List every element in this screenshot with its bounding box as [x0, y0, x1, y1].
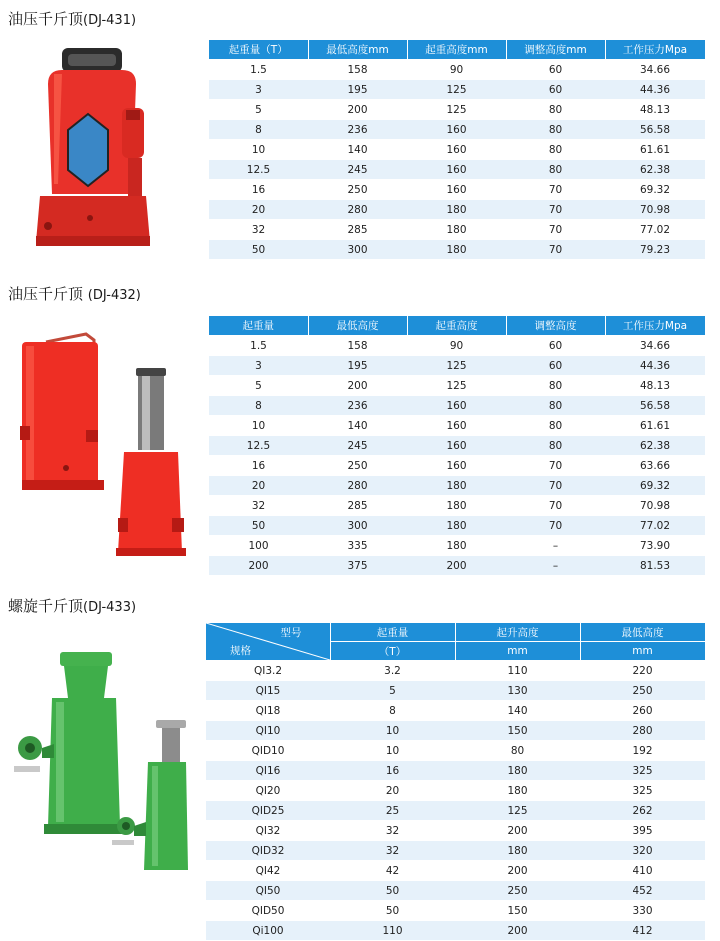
table-cell: 81.53 — [605, 556, 705, 576]
header-cell: 起重高度mm — [407, 40, 506, 60]
table-cell: 220 — [580, 661, 705, 681]
table-cell: 325 — [580, 761, 705, 781]
spec-table-dj433 — [206, 623, 706, 941]
table-cell: 200 — [308, 100, 407, 120]
table-row — [209, 60, 705, 80]
header-cell: 起重高度 — [407, 316, 506, 336]
table-cell-first: 32 — [209, 220, 308, 240]
table-cell: 5 — [330, 681, 455, 701]
table-row — [206, 721, 705, 741]
table-cell: 70.98 — [605, 496, 705, 516]
hydraulic-jack-photo-dj432 — [16, 330, 196, 570]
table-cell: 48.13 — [605, 376, 705, 396]
corner-top-label: 型号 — [280, 627, 302, 639]
table-body — [209, 336, 705, 576]
hydraulic-jack-photo-dj431 — [28, 44, 158, 254]
table-cell: 245 — [308, 436, 407, 456]
table-cell-first: 16 — [209, 180, 308, 200]
table-cell: 60 — [506, 80, 605, 100]
table-row — [206, 801, 705, 821]
table-cell: 160 — [407, 160, 506, 180]
section-title-text: 螺旋千斤顶 — [8, 597, 84, 615]
table-cell: 10 — [330, 741, 455, 761]
table-cell-first: 8 — [209, 120, 308, 140]
table-cell: 70 — [506, 200, 605, 220]
table-row — [209, 536, 705, 556]
table-row — [206, 901, 705, 921]
table-cell: 56.58 — [605, 396, 705, 416]
section-code: (DJ-432) — [87, 288, 141, 303]
table-cell-first: 50 — [209, 240, 308, 260]
section-code: (DJ-431) — [83, 13, 137, 28]
table-row — [209, 336, 705, 356]
table-cell: 260 — [580, 701, 705, 721]
table-cell: 200 — [308, 376, 407, 396]
table-cell: 80 — [506, 160, 605, 180]
table-cell: 160 — [407, 180, 506, 200]
table-cell: 16 — [330, 761, 455, 781]
header-cell: 起重量 — [330, 623, 455, 642]
table-row — [206, 841, 705, 861]
table-cell-first: 32 — [209, 496, 308, 516]
table-cell-first: QI15 — [206, 681, 330, 701]
table-row — [209, 140, 705, 160]
table-cell-first: 8 — [209, 396, 308, 416]
table-cell: 158 — [308, 60, 407, 80]
table-cell-first: 16 — [209, 456, 308, 476]
table-cell: 180 — [407, 240, 506, 260]
table-cell: 3.2 — [330, 661, 455, 681]
header-cell: 调整高度mm — [506, 40, 605, 60]
table-row — [206, 881, 705, 901]
table-cell: 180 — [455, 761, 580, 781]
table-cell: 125 — [455, 801, 580, 821]
table-row — [209, 356, 705, 376]
table-cell: 262 — [580, 801, 705, 821]
table-cell: 34.66 — [605, 60, 705, 80]
table-cell: 44.36 — [605, 80, 705, 100]
table-cell: 195 — [308, 80, 407, 100]
table-cell-first: 50 — [209, 516, 308, 536]
table-cell: 32 — [330, 821, 455, 841]
table-cell: 60 — [506, 60, 605, 80]
table-cell: 160 — [407, 396, 506, 416]
table-cell: 110 — [330, 921, 455, 941]
table-cell: 200 — [455, 921, 580, 941]
table-cell: 160 — [407, 140, 506, 160]
table-header-row — [209, 316, 705, 336]
table-cell: 63.66 — [605, 456, 705, 476]
table-cell: 69.32 — [605, 180, 705, 200]
table-body — [209, 60, 705, 260]
table-cell: – — [506, 536, 605, 556]
table-cell: 280 — [308, 476, 407, 496]
table-cell: 140 — [455, 701, 580, 721]
unit-cell: （T） — [330, 642, 455, 661]
table-cell: 77.02 — [605, 516, 705, 536]
table-cell: 48.13 — [605, 100, 705, 120]
table-cell: 320 — [580, 841, 705, 861]
table-cell: 285 — [308, 496, 407, 516]
table-cell: 236 — [308, 396, 407, 416]
table-cell: 73.90 — [605, 536, 705, 556]
table-cell: 335 — [308, 536, 407, 556]
table-cell: 125 — [407, 356, 506, 376]
table-cell: 375 — [308, 556, 407, 576]
table-cell: 70.98 — [605, 200, 705, 220]
table-cell-first: 100 — [209, 536, 308, 556]
table-cell: 62.38 — [605, 160, 705, 180]
table-cell: 42 — [330, 861, 455, 881]
table-cell: 61.61 — [605, 140, 705, 160]
table-cell-first: QI3.2 — [206, 661, 330, 681]
table-row — [206, 821, 705, 841]
table-cell-first: QI50 — [206, 881, 330, 901]
table-cell: 20 — [330, 781, 455, 801]
table-cell: 250 — [308, 456, 407, 476]
table-cell: 50 — [330, 881, 455, 901]
table-cell-first: QI10 — [206, 721, 330, 741]
table-row — [206, 861, 705, 881]
header-cell: 最低高度 — [308, 316, 407, 336]
table-cell: 70 — [506, 496, 605, 516]
table-cell: 80 — [506, 396, 605, 416]
header-cell: 起重量 — [209, 316, 308, 336]
table-row — [206, 761, 705, 781]
table-cell-first: 12.5 — [209, 436, 308, 456]
table-cell: 160 — [407, 456, 506, 476]
table-cell: 80 — [455, 741, 580, 761]
table-row — [209, 240, 705, 260]
table-cell: 140 — [308, 416, 407, 436]
table-cell: 125 — [407, 376, 506, 396]
table-cell: 285 — [308, 220, 407, 240]
table-cell-first: 12.5 — [209, 160, 308, 180]
section-title-dj432 — [8, 283, 141, 304]
table-row — [209, 200, 705, 220]
table-cell-first: QI42 — [206, 861, 330, 881]
section-title-dj431 — [8, 8, 136, 29]
table-cell: 110 — [455, 661, 580, 681]
table-row — [206, 741, 705, 761]
table-cell: 50 — [330, 901, 455, 921]
header-cell: 起重量（T） — [209, 40, 308, 60]
table-row — [209, 436, 705, 456]
diagonal-line — [206, 623, 330, 660]
table-row — [209, 80, 705, 100]
table-cell: 70 — [506, 240, 605, 260]
table-cell: 236 — [308, 120, 407, 140]
table-cell-first: QID50 — [206, 901, 330, 921]
table-cell: 160 — [407, 416, 506, 436]
table-cell: 250 — [308, 180, 407, 200]
table-cell: 180 — [407, 536, 506, 556]
table-cell: 160 — [407, 120, 506, 140]
header-cell: 最低高度 — [580, 623, 705, 642]
table-cell: 34.66 — [605, 336, 705, 356]
table-cell-first: 3 — [209, 356, 308, 376]
table-header-row — [206, 623, 705, 642]
table-cell-first: 200 — [209, 556, 308, 576]
header-cell: 起升高度 — [455, 623, 580, 642]
table-cell: 150 — [455, 721, 580, 741]
table-cell-first: QID10 — [206, 741, 330, 761]
table-cell: 125 — [407, 100, 506, 120]
table-row — [209, 396, 705, 416]
table-cell: 70 — [506, 180, 605, 200]
table-cell: 325 — [580, 781, 705, 801]
table-cell: 195 — [308, 356, 407, 376]
table-cell: 160 — [407, 436, 506, 456]
table-cell: 158 — [308, 336, 407, 356]
table-row — [209, 476, 705, 496]
table-row — [209, 100, 705, 120]
table-cell: 90 — [407, 336, 506, 356]
table-cell: 80 — [506, 140, 605, 160]
section-code: (DJ-433) — [83, 600, 137, 615]
table-cell: 150 — [455, 901, 580, 921]
table-row — [209, 220, 705, 240]
table-cell-first: Qi100 — [206, 921, 330, 941]
table-cell: 25 — [330, 801, 455, 821]
header-cell: 工作压力Mpa — [605, 316, 705, 336]
table-cell: 412 — [580, 921, 705, 941]
table-cell-first: 1.5 — [209, 60, 308, 80]
table-cell: 250 — [580, 681, 705, 701]
table-cell: 180 — [407, 476, 506, 496]
table-cell: 60 — [506, 336, 605, 356]
corner-bottom-label: 规格 — [230, 645, 251, 657]
table-cell-first: QID25 — [206, 801, 330, 821]
table-row — [209, 456, 705, 476]
table-cell: 10 — [330, 721, 455, 741]
table-cell-first: 1.5 — [209, 336, 308, 356]
corner-header-cell — [206, 623, 330, 661]
header-cell: 调整高度 — [506, 316, 605, 336]
table-cell: 80 — [506, 100, 605, 120]
table-cell-first: 3 — [209, 80, 308, 100]
table-cell: 200 — [455, 821, 580, 841]
table-row — [206, 701, 705, 721]
table-row — [209, 496, 705, 516]
table-cell: 60 — [506, 356, 605, 376]
table-cell: 70 — [506, 456, 605, 476]
table-cell: 300 — [308, 516, 407, 536]
table-cell: 69.32 — [605, 476, 705, 496]
table-cell: 180 — [455, 841, 580, 861]
table-cell: 200 — [455, 861, 580, 881]
section-title-text: 油压千斤顶 — [8, 10, 84, 28]
table-cell: 300 — [308, 240, 407, 260]
header-cell: 工作压力Mpa — [605, 40, 705, 60]
table-cell: 330 — [580, 901, 705, 921]
table-cell: 280 — [580, 721, 705, 741]
table-cell: 70 — [506, 476, 605, 496]
table-row — [209, 416, 705, 436]
header-cell: 最低高度mm — [308, 40, 407, 60]
table-cell: – — [506, 556, 605, 576]
table-cell: 180 — [407, 516, 506, 536]
table-row — [209, 376, 705, 396]
table-cell-first: QI32 — [206, 821, 330, 841]
table-cell: 70 — [506, 516, 605, 536]
table-row — [209, 120, 705, 140]
table-cell-first: 10 — [209, 416, 308, 436]
table-cell: 452 — [580, 881, 705, 901]
table-row — [209, 556, 705, 576]
table-row — [206, 661, 705, 681]
table-cell-first: 20 — [209, 476, 308, 496]
spec-table-dj431 — [209, 40, 706, 260]
table-cell: 80 — [506, 416, 605, 436]
table-cell: 180 — [407, 200, 506, 220]
screw-jack-photo-dj433 — [8, 648, 198, 878]
table-cell: 80 — [506, 376, 605, 396]
section-title-dj433 — [8, 595, 136, 616]
table-cell: 180 — [407, 496, 506, 516]
table-cell: 61.61 — [605, 416, 705, 436]
table-cell: 280 — [308, 200, 407, 220]
unit-cell: mm — [455, 642, 580, 661]
table-cell: 70 — [506, 220, 605, 240]
table-row — [206, 681, 705, 701]
table-row — [209, 160, 705, 180]
table-cell: 8 — [330, 701, 455, 721]
table-cell: 80 — [506, 120, 605, 140]
table-cell-first: QI18 — [206, 701, 330, 721]
table-cell: 79.23 — [605, 240, 705, 260]
table-row — [209, 180, 705, 200]
table-body — [206, 661, 705, 941]
table-cell: 180 — [455, 781, 580, 801]
table-cell: 80 — [506, 436, 605, 456]
table-cell-first: QI20 — [206, 781, 330, 801]
table-cell-first: QI16 — [206, 761, 330, 781]
section-title-text: 油压千斤顶 — [8, 285, 84, 303]
table-cell-first: QID32 — [206, 841, 330, 861]
table-cell-first: 5 — [209, 100, 308, 120]
spec-table-dj432 — [209, 316, 706, 576]
table-cell: 56.58 — [605, 120, 705, 140]
table-cell: 180 — [407, 220, 506, 240]
table-cell: 200 — [407, 556, 506, 576]
table-row — [209, 516, 705, 536]
table-cell-first: 20 — [209, 200, 308, 220]
table-cell: 90 — [407, 60, 506, 80]
table-cell: 44.36 — [605, 356, 705, 376]
table-cell: 77.02 — [605, 220, 705, 240]
table-cell-first: 10 — [209, 140, 308, 160]
table-cell: 140 — [308, 140, 407, 160]
table-cell: 32 — [330, 841, 455, 861]
table-cell: 250 — [455, 881, 580, 901]
table-cell: 62.38 — [605, 436, 705, 456]
unit-cell: mm — [580, 642, 705, 661]
table-cell: 130 — [455, 681, 580, 701]
table-cell: 395 — [580, 821, 705, 841]
table-cell: 410 — [580, 861, 705, 881]
table-cell: 192 — [580, 741, 705, 761]
table-cell: 245 — [308, 160, 407, 180]
table-header-row — [209, 40, 705, 60]
table-row — [206, 781, 705, 801]
table-cell: 125 — [407, 80, 506, 100]
table-cell-first: 5 — [209, 376, 308, 396]
